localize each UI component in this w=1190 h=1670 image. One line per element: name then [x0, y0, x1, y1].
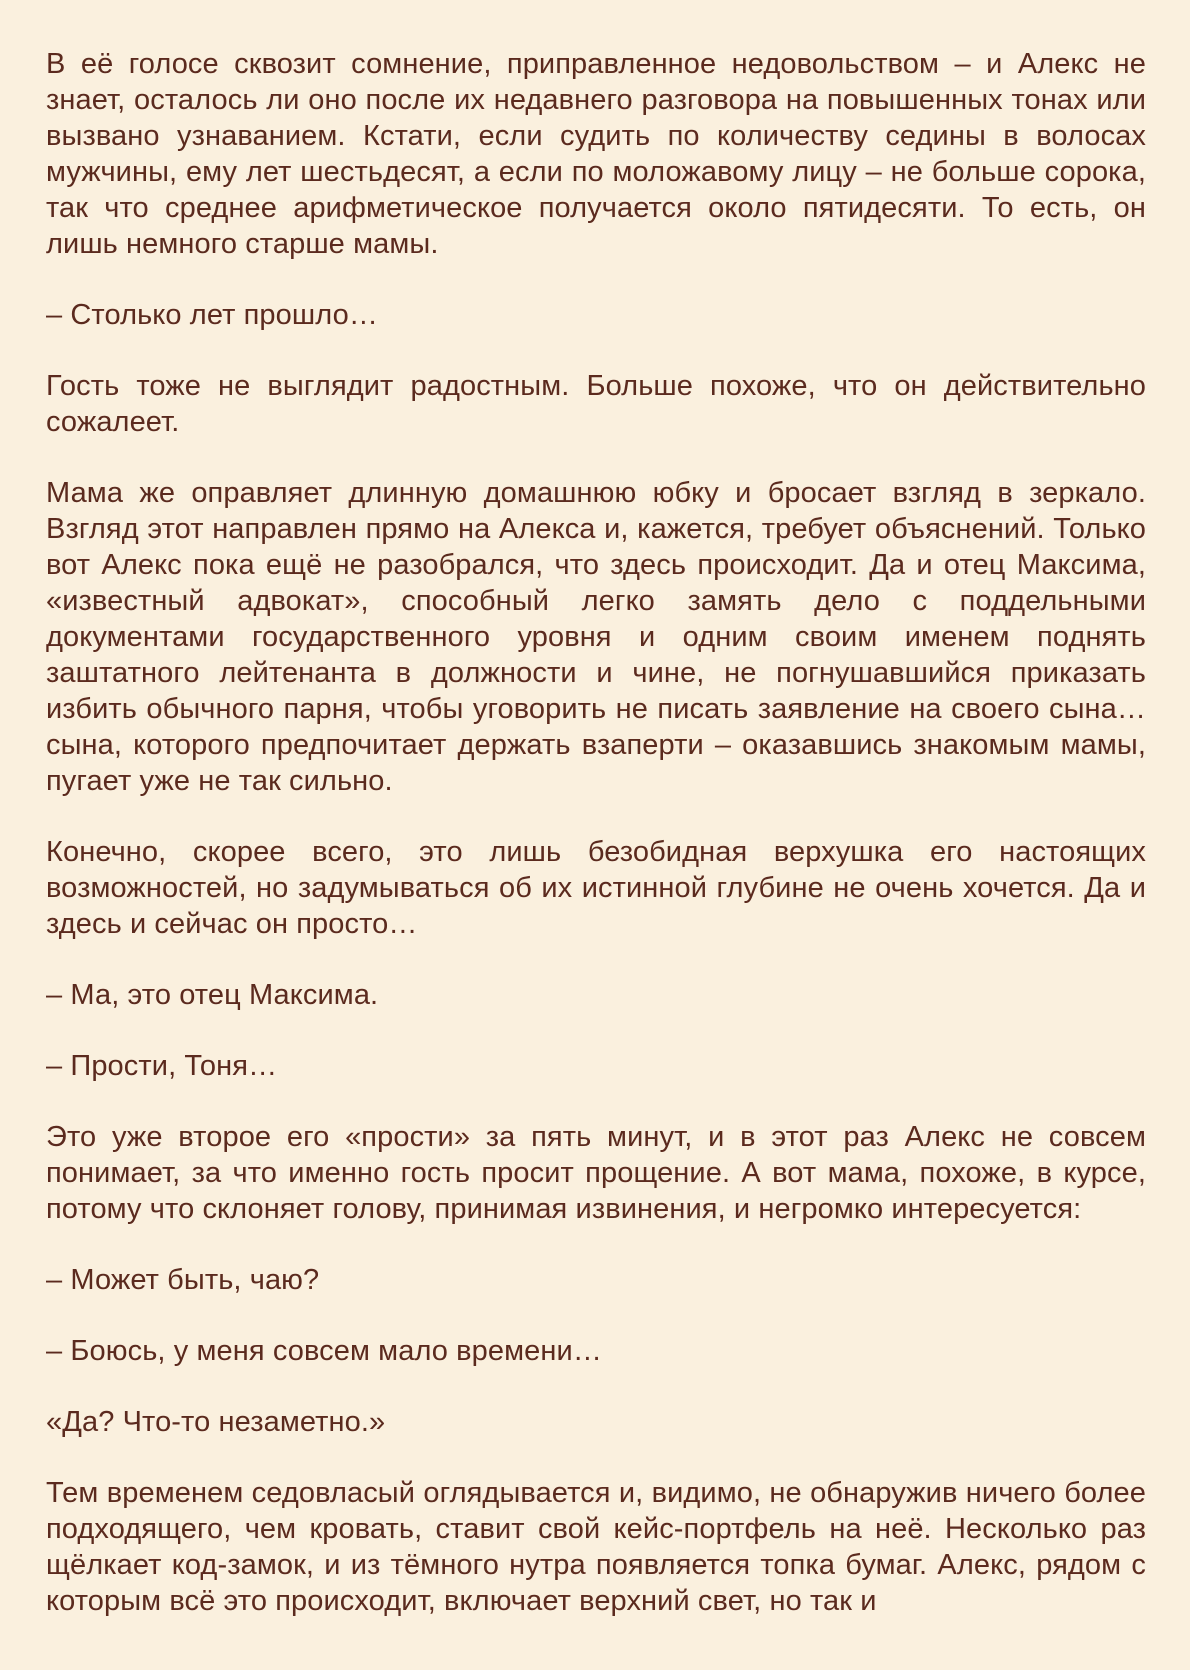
paragraph-7-dialogue: – Прости, Тоня… [46, 1050, 278, 1082]
paragraph-8: Это уже второе его «прости» за пять минут, и в этот раз Алекс не совсем понимает, за что именно гость просит прощение. А вот мама, похоже, в курсе, потому что склоняет голову, принимая извинения, и негромко интересуется: [46, 1121, 1146, 1225]
paragraph-5: Конечно, скорее всего, это лишь безобидная верхушка его настоящих возможностей, но задумываться об их истинной глубине не очень хочется. Да и здесь и сейчас он просто… [46, 836, 1146, 940]
paragraph-2-dialogue: – Столько лет прошло… [46, 299, 378, 331]
paragraph-11-thought: «Да? Что-то незаметно.» [46, 1406, 386, 1438]
paragraph-12: Тем временем седовласый оглядывается и, видимо, не обнаружив ничего более подходящего, чем кровать, ставит свой кейс-портфель на неё. Несколько раз щёлкает код-замок, и из тёмного нутра появляется топка бумаг. Алекс, рядом с которым всё это происходит, включает верхний свет, но так и [46, 1477, 1146, 1617]
paragraph-6-dialogue: – Ма, это отец Максима. [46, 979, 379, 1011]
paragraph-3: Гость тоже не выглядит радостным. Больше похоже, что он действительно сожалеет. [46, 370, 1146, 438]
paragraph-1: В её голосе сквозит сомнение, приправленное недовольством – и Алекс не знает, осталось ли оно после их недавнего разговора на повышенных тонах или вызвано узнаванием. Кстати, если судить по количеству седины в волосах мужчины, ему лет шестьдесят, а если по моложавому лицу – не больше сорока, так что среднее арифметическое получается около пятидесяти. То есть, он лишь немного старше мамы. [46, 48, 1146, 260]
paragraph-4: Мама же оправляет длинную домашнюю юбку и бросает взгляд в зеркало. Взгляд этот направлен прямо на Алекса и, кажется, требует объяснений. Только вот Алекс пока ещё не разобрался, что здесь происходит. Да и отец Максима, «известный адвокат», способный легко замять дело с поддельными документами государственного уровня и одним своим именем поднять заштатного лейтенанта в должности и чине, не погнушавшийся приказать избить обычного парня, чтобы уговорить не писать заявление на своего сына… сына, которого предпочитает держать взаперти – оказавшись знакомым мамы, пугает уже не так сильно. [46, 477, 1146, 797]
paragraph-9-dialogue: – Может быть, чаю? [46, 1264, 320, 1296]
paragraph-10-dialogue: – Боюсь, у меня совсем мало времени… [46, 1335, 602, 1367]
